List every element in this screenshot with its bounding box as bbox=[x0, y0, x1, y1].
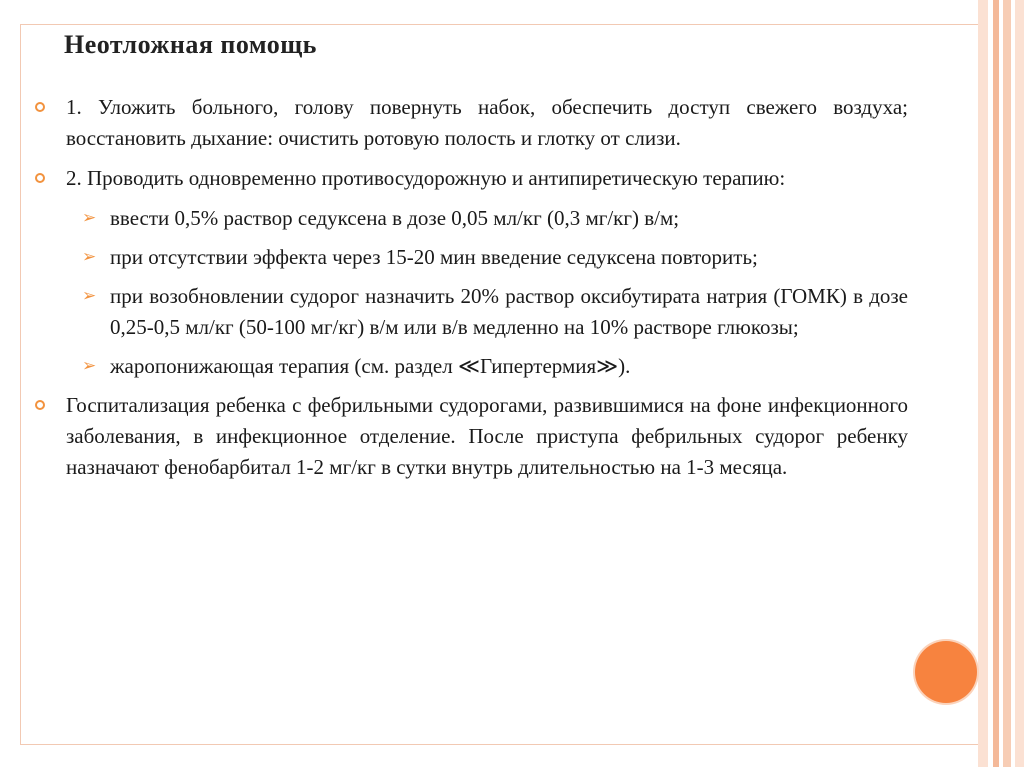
circle-bullet-icon bbox=[35, 102, 45, 112]
arrow-bullet-icon: ➢ bbox=[82, 247, 97, 267]
arrow-bullet-icon: ➢ bbox=[82, 208, 97, 228]
decorative-stripe bbox=[1003, 0, 1011, 767]
sub-item-text: жаропонижающая терапия (см. раздел ≪Гипертермия≫). bbox=[110, 354, 631, 378]
arrow-bullet-icon: ➢ bbox=[82, 356, 97, 376]
sub-item-text: при возобновлении судорог назначить 20% раствор оксибутирата натрия (ГОМК) в дозе 0,25-0,5 мл/кг (50-100 мг/кг) в/м или в/в медленно на 10% растворе глюкозы; bbox=[110, 284, 908, 339]
sub-item-1 bbox=[82, 203, 908, 234]
circle-bullet-icon bbox=[35, 400, 45, 410]
slide-title: Неотложная помощь bbox=[64, 30, 317, 59]
sub-item-2 bbox=[82, 242, 908, 273]
frame-left-line bbox=[20, 24, 21, 745]
sub-item-text: ввести 0,5% раствор седуксена в дозе 0,05 мл/кг (0,3 мг/кг) в/м; bbox=[110, 206, 680, 230]
slide-content bbox=[66, 92, 908, 492]
paragraph-text: 2. Проводить одновременно противосудорожную и антипиретическую терапию: bbox=[66, 166, 786, 190]
arrow-bullet-icon: ➢ bbox=[82, 286, 97, 306]
sub-item-text: при отсутствии эффекта через 15-20 мин введение седуксена повторить; bbox=[110, 245, 758, 269]
paragraph-3 bbox=[66, 390, 908, 483]
circle-bullet-icon bbox=[35, 173, 45, 183]
decorative-stripe bbox=[1015, 0, 1024, 767]
frame-bottom-line bbox=[20, 744, 978, 745]
paragraph-1 bbox=[66, 92, 908, 154]
decorative-stripe bbox=[978, 0, 988, 767]
paragraph-text: Госпитализация ребенка с фебрильными судорогами, развившимися на фоне инфекционного заболевания, в инфекционное отделение. После приступа фебрильных судорог ребенку назначают фенобарбитал 1-2 мг/кг в сутки внутрь длительностью на 1-3 месяца. bbox=[66, 393, 908, 479]
paragraph-text: 1. Уложить больного, голову повернуть набок, обеспечить доступ свежего воздуха; восстановить дыхание: очистить ротовую полость и глотку от слизи. bbox=[66, 95, 908, 150]
sub-item-3 bbox=[82, 281, 908, 343]
sub-item-4 bbox=[82, 351, 908, 382]
paragraph-2 bbox=[66, 163, 908, 194]
frame-top-line bbox=[20, 24, 978, 25]
decorative-circle bbox=[915, 641, 977, 703]
